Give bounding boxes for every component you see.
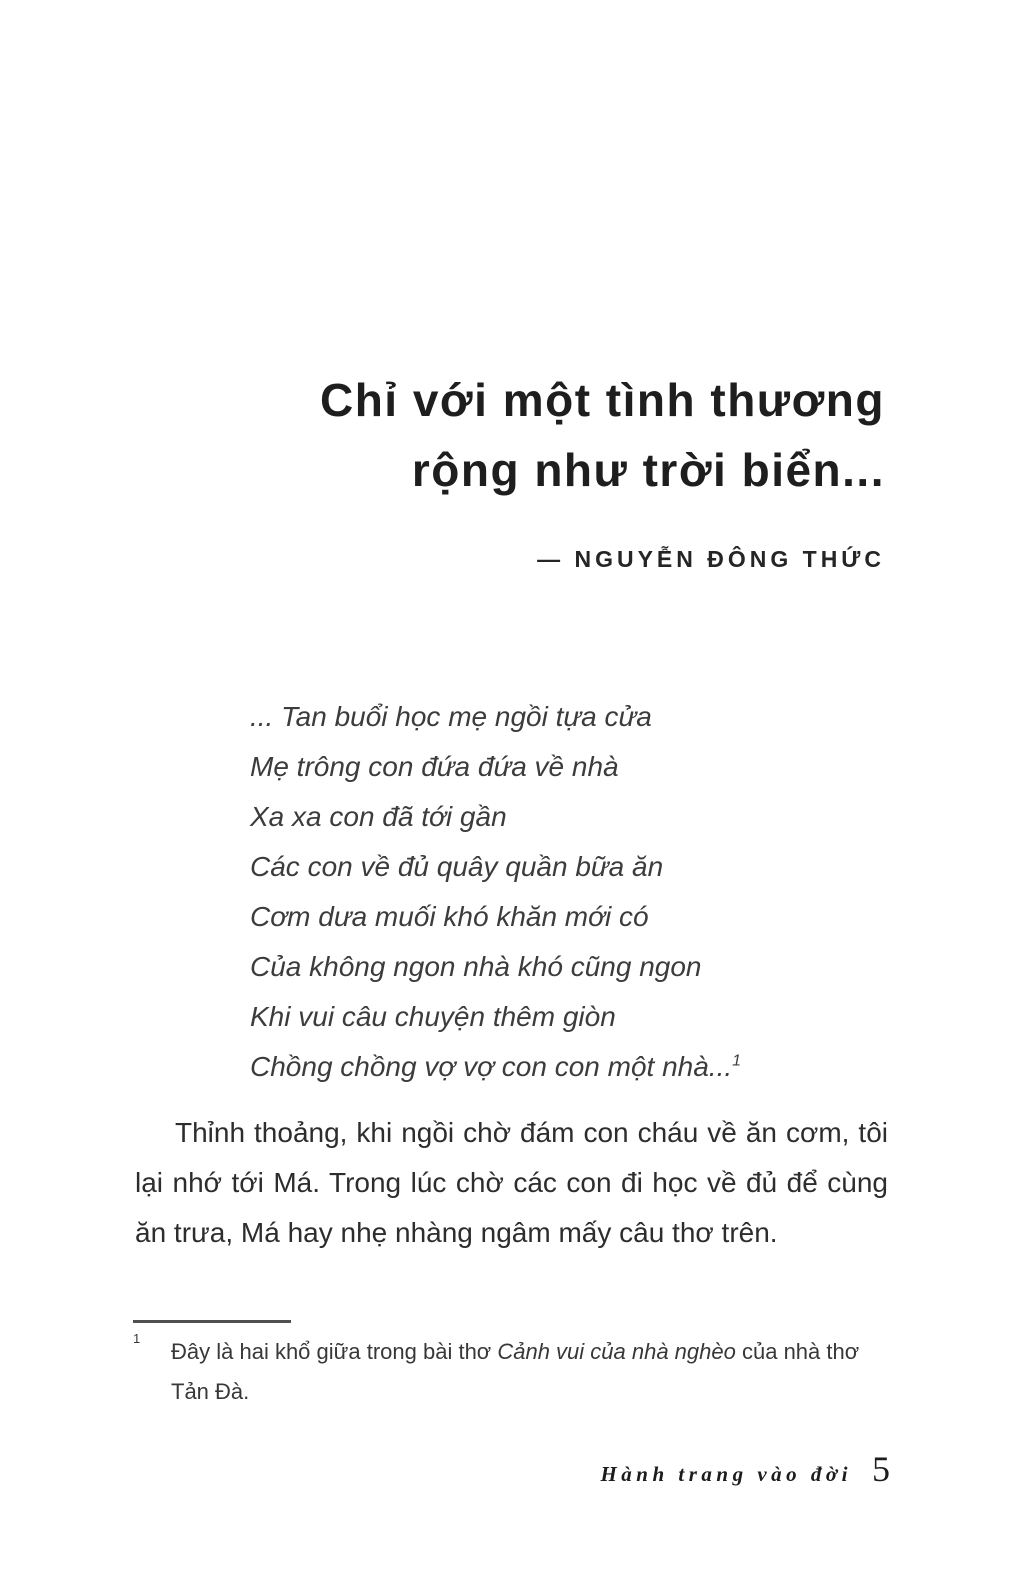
poem-line-text: Chồng chồng vợ vợ con con một nhà...: [250, 1051, 733, 1082]
chapter-author: — NGUYỄN ĐÔNG THỨC: [537, 546, 885, 572]
poem-line: Khi vui câu chuyện thêm giòn: [250, 1001, 616, 1032]
chapter-title: [185, 365, 885, 505]
footnote-divider: [133, 1320, 291, 1323]
page-footer: [600, 1448, 890, 1490]
poem-line: Cơm dưa muối khó khăn mới có: [250, 901, 649, 932]
poem-line: ... Tan buổi học mẹ ngồi tựa cửa: [250, 701, 652, 732]
chapter-title-line2: rộng như trời biển...: [411, 444, 885, 496]
footnote-text-after: của nhà thơ Tản Đà.: [171, 1339, 860, 1404]
footnote-text-before: Đây là hai khổ giữa trong bài thơ: [171, 1339, 498, 1364]
poem-line: Mẹ trông con đứa đứa về nhà: [250, 751, 619, 782]
footnote: [133, 1332, 891, 1412]
footnote-text: [133, 1332, 891, 1412]
running-title: Hành trang vào đời: [600, 1462, 852, 1486]
footnote-reference: 1: [732, 1052, 742, 1070]
footnote-marker: 1: [133, 1331, 141, 1346]
chapter-title-line1: Chỉ với một tình thương: [319, 374, 885, 426]
poem-line: Xa xa con đã tới gần: [250, 801, 507, 832]
body-paragraph: Thỉnh thoảng, khi ngồi chờ đám con cháu về ăn cơm, tôi lại nhớ tới Má. Trong lúc chờ các con đi học về đủ để cùng ăn trưa, Má hay nhẹ nhàng ngâm mấy câu thơ trên.: [135, 1117, 888, 1248]
poem-line: Các con về đủ quây quần bữa ăn: [250, 851, 664, 882]
poem-line: Của không ngon nhà khó cũng ngon: [250, 951, 702, 982]
poem-block: [250, 692, 810, 1092]
page-number: 5: [872, 1449, 890, 1489]
poem-line-last: [250, 1042, 810, 1092]
footnote-work-title: Cảnh vui của nhà nghèo: [497, 1339, 736, 1364]
